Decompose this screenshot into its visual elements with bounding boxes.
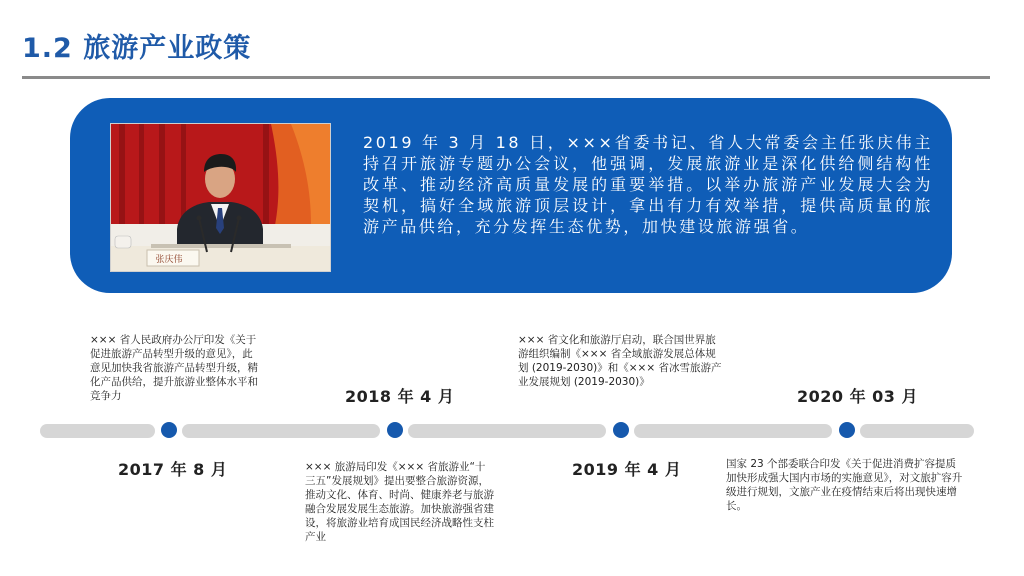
meeting-photo-image (111, 124, 330, 271)
nameplate-label: 张庆伟 (155, 255, 183, 265)
meeting-photo (110, 123, 331, 272)
event-2019-description: ××× 省文化和旅游厅启动，联合国世界旅游组织编制《××× 省全域旅游发展总体规划 (2019-2030)》和《××× 省冰雪旅游产业发展规划 (2019-2030)》 (518, 334, 722, 388)
timeline-dot-2018 (387, 422, 403, 438)
timeline-dot-2019 (613, 422, 629, 438)
timeline-track (634, 424, 832, 438)
timeline-track (860, 424, 974, 438)
timeline-dot-2017 (161, 422, 177, 438)
timeline-track (40, 424, 155, 438)
timeline-track (182, 424, 380, 438)
page-title: 1.2 旅游产业政策 (22, 33, 252, 64)
timeline-dot-2020 (839, 422, 855, 438)
event-2019-date: 2019 年 4 月 (572, 460, 682, 479)
event-2018-description: ××× 旅游局印发《××× 省旅游业“十三五”发展规划》提出要整合旅游资源，推动文化、体育、时尚、健康养老与旅游融合发展发展生态旅游。加快旅游强省建设，将旅游业培育成国民经济战略性支柱产业 (305, 461, 494, 543)
event-2017-description: ××× 省人民政府办公厅印发《关于促进旅游产品转型升级的意见》，此意见加快我省旅游产品转型升级，精化产品供给，提升旅游业整体水平和竞争力 (90, 334, 258, 402)
intro-text: 2019 年 3 月 18 日，×××省委书记、省人大常委会主任张庆伟主持召开旅游专题办公会议，他强调，发展旅游业是深化供给侧结构性改革、推动经济高质量发展的重要举措。以举办旅游产业发展大会为契机，搞好全域旅游顶层设计，拿出有力有效举措，提供高质量的旅游产品供给，充分发挥生态优势，加快建设旅游强省。 (363, 133, 933, 236)
event-2020-description: 国家 23 个部委联合印发《关于促进消费扩容提质加快形成强大国内市场的实施意见》，对文旅扩容升级进行规划，文旅产业在疫情结束后将出现快速增长。 (726, 458, 963, 512)
event-2018-date: 2018 年 4 月 (345, 387, 455, 406)
event-2020-date: 2020 年 03 月 (797, 387, 919, 406)
title-divider (22, 76, 990, 79)
event-2017-date: 2017 年 8 月 (118, 460, 228, 479)
timeline-track (408, 424, 606, 438)
